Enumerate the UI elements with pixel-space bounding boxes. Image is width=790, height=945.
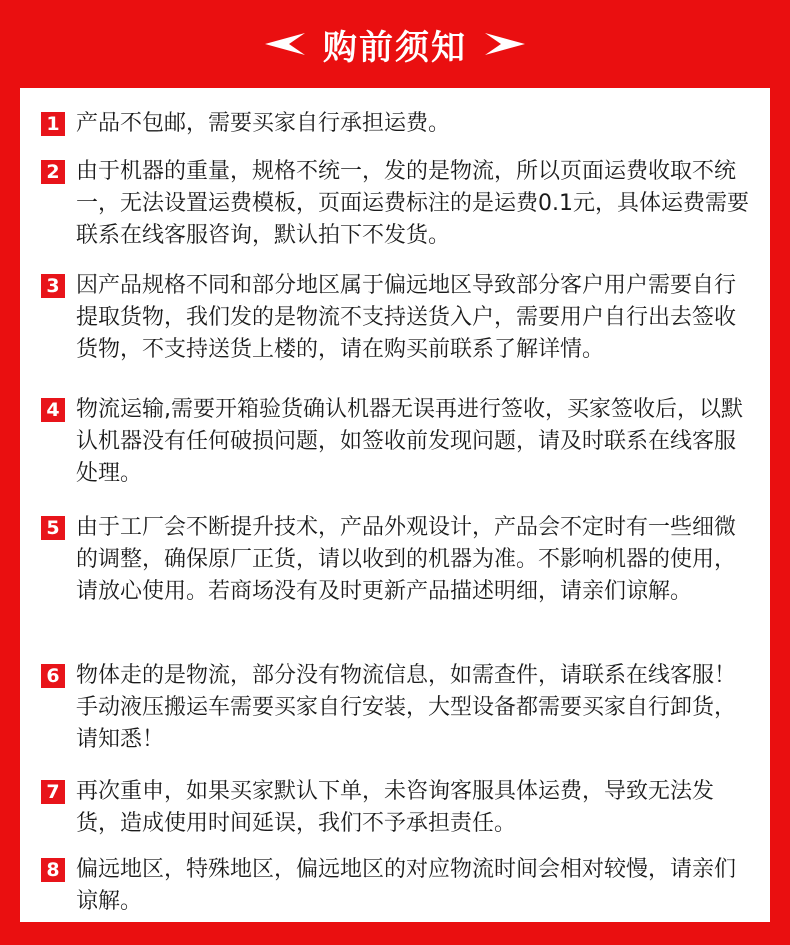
item-number-badge: 6 xyxy=(41,664,65,688)
item-text: 产品不包邮，需要买家自行承担运费。 xyxy=(76,111,451,136)
item-number-badge: 5 xyxy=(41,516,65,540)
item-text: 由于机器的重量，规格不统一，发的是物流，所以页面运费收取不统一，无法设置运费模板，页面运费标注的是运费0.1元，具体运费需要联系在线客服咨询，默认拍下不发货。 xyxy=(76,159,749,248)
item-number-badge: 2 xyxy=(41,160,65,184)
page-title: 购前须知 xyxy=(323,27,467,68)
item-number-badge: 7 xyxy=(41,780,65,804)
header-banner xyxy=(0,0,790,88)
item-number-badge: 4 xyxy=(41,398,65,422)
arrow-left-icon xyxy=(265,33,305,55)
notice-panel xyxy=(20,88,770,922)
item-number-badge: 8 xyxy=(41,858,65,882)
item-number-badge: 3 xyxy=(41,274,65,298)
item-text: 物流运输,需要开箱验货确认机器无误再进行签收，买家签收后，以默认机器没有任何破损问题，如签收前发现问题，请及时联系在线客服处理。 xyxy=(76,397,743,486)
item-text: 物体走的是物流，部分没有物流信息，如需查件，请联系在线客服！手动液压搬运车需要买家自行安装，大型设备都需要买家自行卸货，请知悉！ xyxy=(76,663,737,752)
item-text: 再次重申，如果买家默认下单，未咨询客服具体运费，导致无法发货，造成使用时间延误，我们不予承担责任。 xyxy=(76,779,715,836)
item-text: 偏远地区，特殊地区，偏远地区的对应物流时间会相对较慢，请亲们谅解。 xyxy=(76,857,737,914)
item-text: 由于工厂会不断提升技术，产品外观设计，产品会不定时有一些细微的调整，确保原厂正货，请以收到的机器为准。不影响机器的使用，请放心使用。若商场没有及时更新产品描述明细，请亲们谅解。 xyxy=(76,515,737,604)
item-number-badge: 1 xyxy=(41,112,65,136)
arrow-right-icon xyxy=(485,33,525,55)
item-text: 因产品规格不同和部分地区属于偏远地区导致部分客户用户需要自行提取货物，我们发的是物流不支持送货入户，需要用户自行出去签收货物，不支持送货上楼的，请在购买前联系了解详情。 xyxy=(76,273,737,362)
